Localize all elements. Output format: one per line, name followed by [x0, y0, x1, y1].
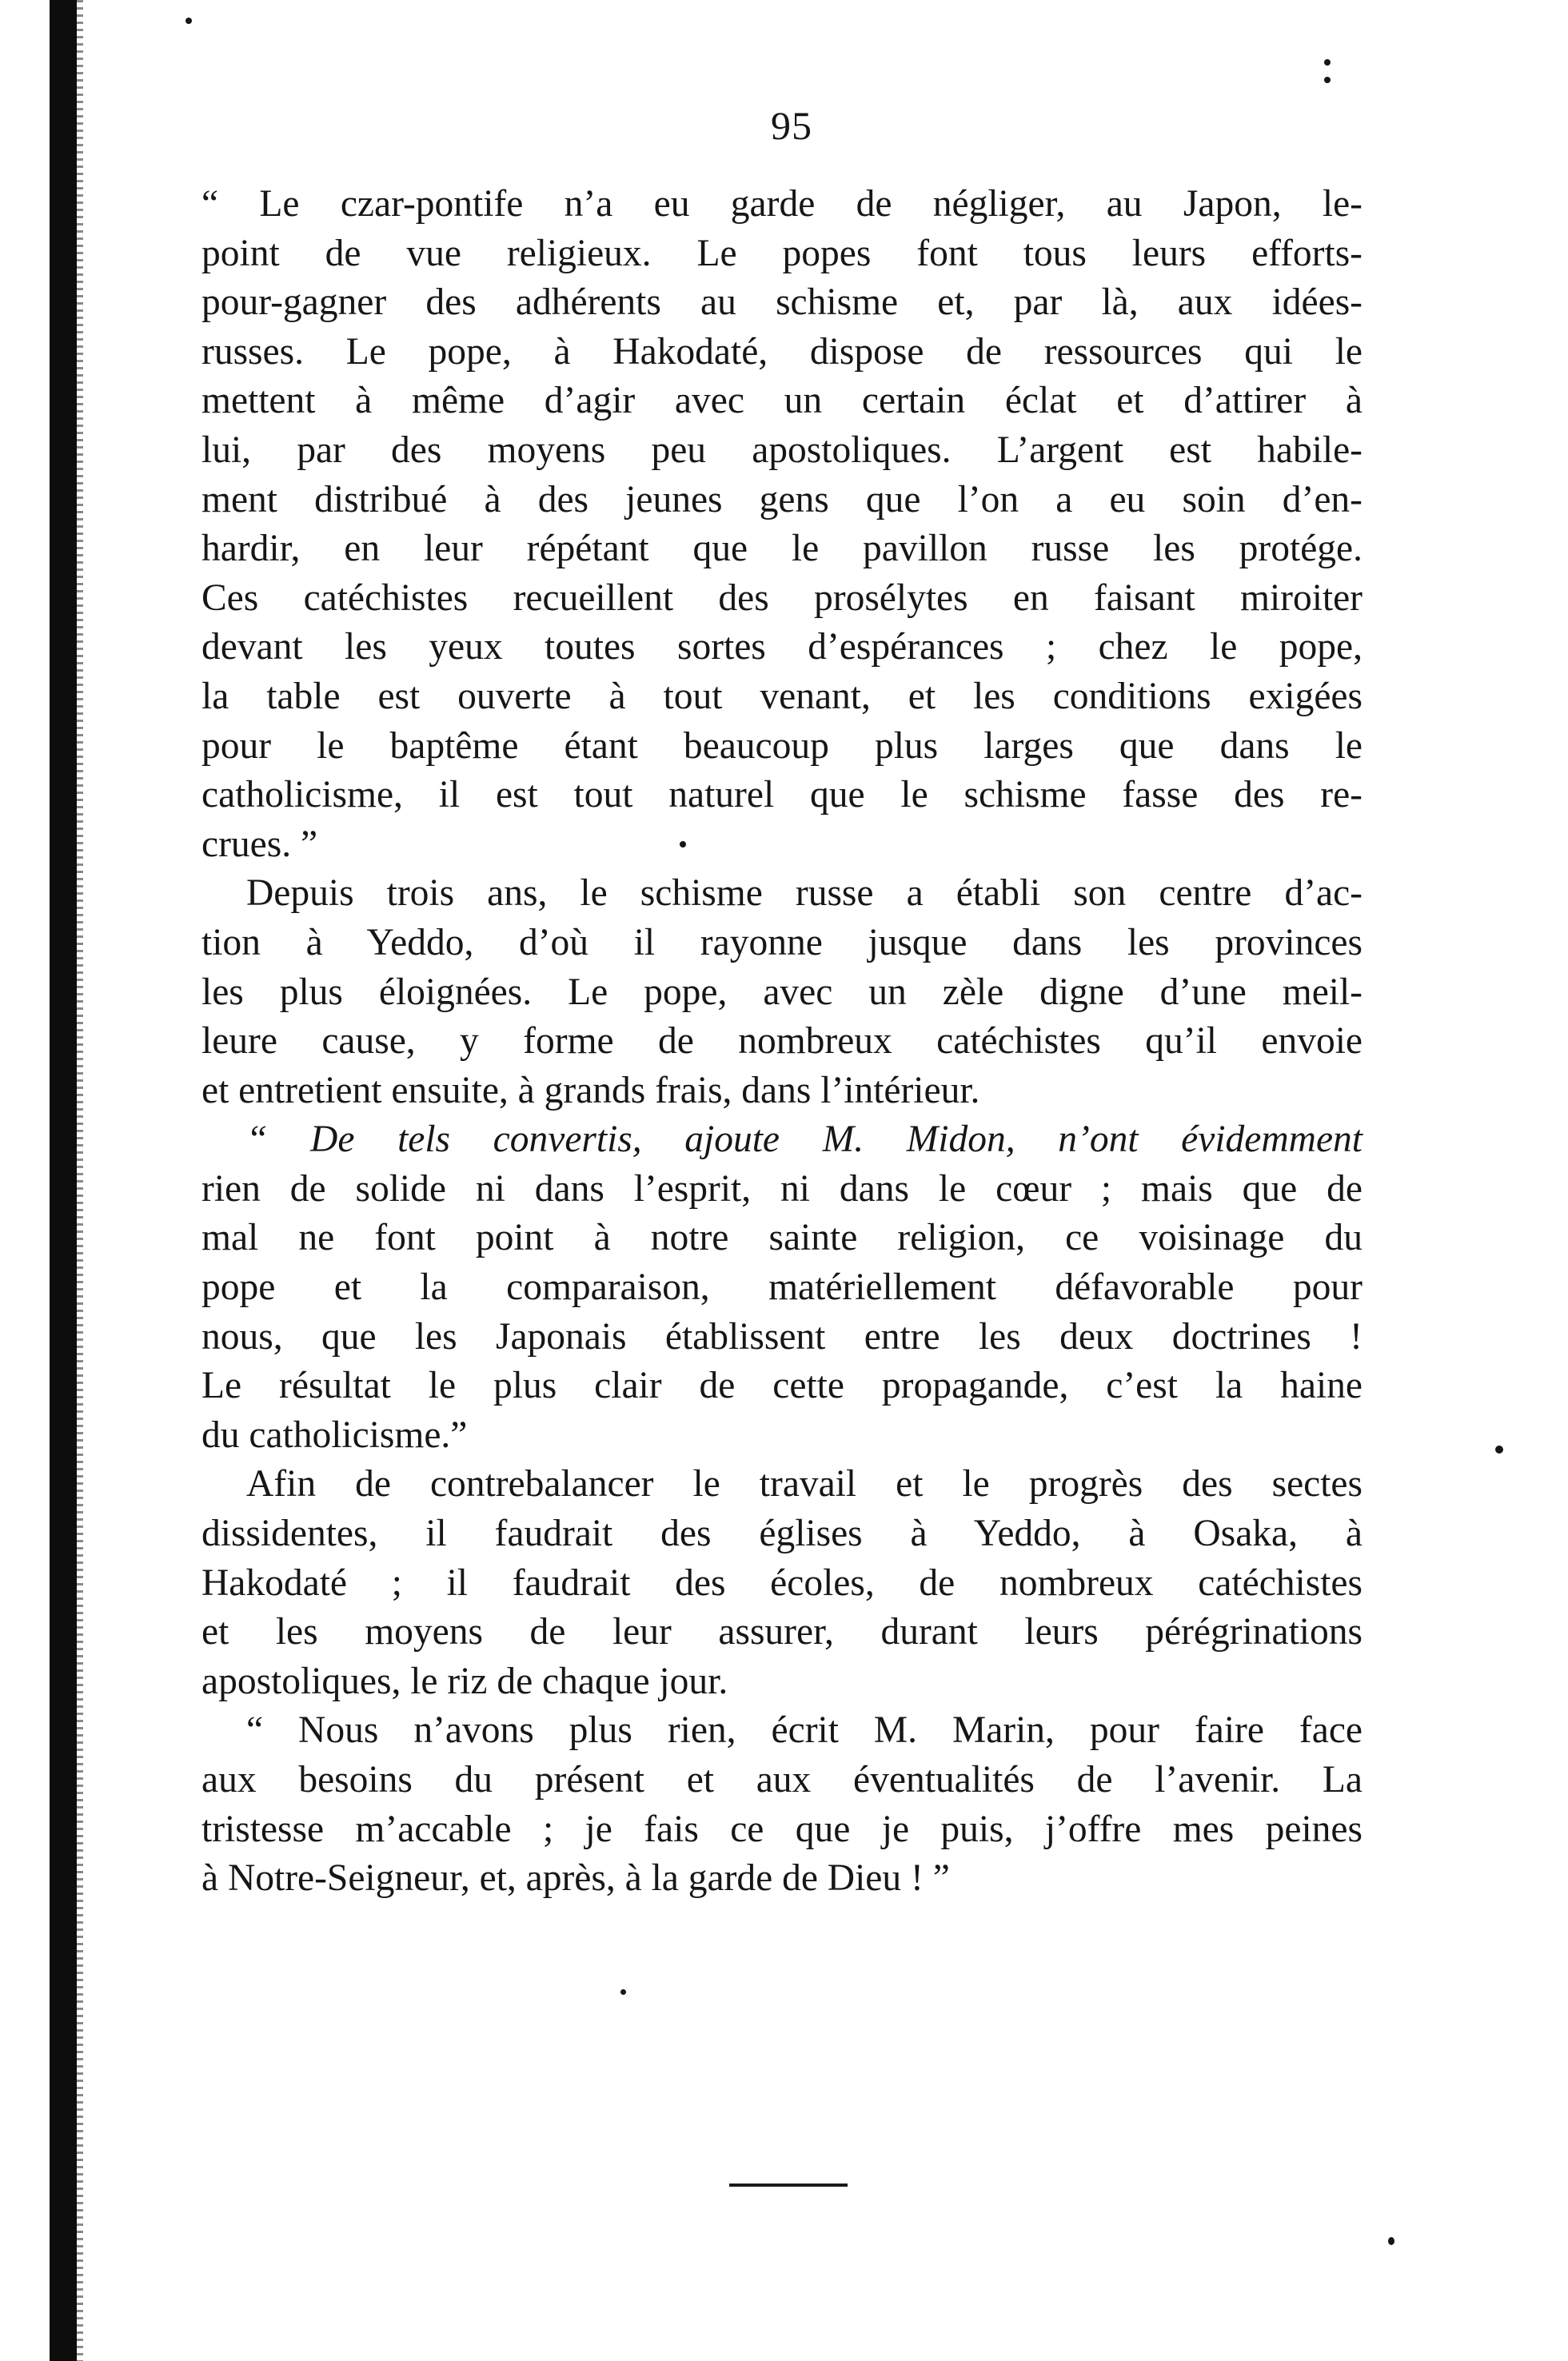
text-line: lui, par des moyens peu apostoliques. L’argent est habile- [201, 429, 1363, 471]
text-line: Afin de contrebalancer le travail et le progrès des sectes [246, 1463, 1363, 1506]
ink-speck [1324, 59, 1331, 66]
text-line: pope et la comparaison, matériellement défavorable pour [201, 1266, 1363, 1309]
text-line: pour-gagner des adhérents au schisme et, par là, aux idées- [201, 281, 1363, 324]
text-line: crues. ” [201, 823, 318, 865]
text-line: du catholicisme.” [201, 1414, 468, 1456]
text-line: hardir, en leur répétant que le pavillon russe les protége. [201, 528, 1363, 570]
text-line: ment distribué à des jeunes gens que l’on a eu soin d’en- [201, 478, 1363, 520]
end-rule [729, 2184, 848, 2187]
book-binding-edge [50, 0, 77, 2361]
text-line: nous, que les Japonais établissent entre les deux doctrines ! [201, 1315, 1363, 1358]
body-text [201, 180, 1363, 1904]
ink-speck [1324, 77, 1331, 83]
text-line: Ces catéchistes recueillent des prosélytes en faisant miroiter [201, 576, 1363, 619]
text-line: “ Nous n’avons plus rien, écrit M. Marin, pour faire face [246, 1709, 1363, 1752]
ink-speck [1388, 2237, 1394, 2245]
text-line: “ De tels convertis, ajoute M. Midon, n’ont évidemment [246, 1119, 1363, 1161]
ink-speck [1495, 1446, 1503, 1454]
text-line: catholicisme, il est tout naturel que le schisme fasse des re- [201, 774, 1363, 816]
text-line: tristesse m’accable ; je fais ce que je puis, j’offre mes peines [201, 1808, 1363, 1850]
text-line: Le résultat le plus clair de cette propagande, c’est la haine [201, 1365, 1363, 1407]
text-line: la table est ouverte à tout venant, et les conditions exigées [201, 675, 1363, 717]
text-line: Hakodaté ; il faudrait des écoles, de nombreux catéchistes [201, 1561, 1363, 1604]
text-line: mal ne font point à notre sainte religion, ce voisinage du [201, 1217, 1363, 1259]
text-line: pour le baptême étant beaucoup plus larges que dans le [201, 724, 1363, 767]
text-line: rien de solide ni dans l’esprit, ni dans le cœur ; mais que de [201, 1167, 1363, 1210]
ink-speck [620, 1989, 626, 1995]
text-line: à Notre-Seigneur, et, après, à la garde de Dieu ! ” [201, 1857, 950, 1900]
text-line: Depuis trois ans, le schisme russe a établi son centre d’ac- [246, 872, 1363, 915]
text-line: et entretient ensuite, à grands frais, dans l’intérieur. [201, 1069, 980, 1111]
text-line: leure cause, y forme de nombreux catéchistes qu’il envoie [201, 1020, 1363, 1063]
text-line: les plus éloignées. Le pope, avec un zèle digne d’une meil- [201, 971, 1363, 1013]
text-line: apostoliques, le riz de chaque jour. [201, 1660, 728, 1702]
text-line: russes. Le pope, à Hakodaté, dispose de ressources qui le [201, 330, 1363, 373]
text-line: aux besoins du présent et aux éventualités de l’avenir. La [201, 1759, 1363, 1801]
page-number: 95 [771, 103, 812, 148]
ink-speck [186, 18, 192, 24]
text-line: devant les yeux toutes sortes d’espérances ; chez le pope, [201, 626, 1363, 668]
text-line: mettent à même d’agir avec un certain éclat et d’attirer à [201, 380, 1363, 422]
text-line: dissidentes, il faudrait des églises à Yeddo, à Osaka, à [201, 1513, 1363, 1555]
text-line: tion à Yeddo, d’où il rayonne jusque dans les provinces [201, 921, 1363, 963]
text-line: et les moyens de leur assurer, durant leurs pérégrinations [201, 1611, 1363, 1653]
text-line: point de vue religieux. Le popes font tous leurs efforts- [201, 232, 1363, 274]
text-line: “ Le czar-pontife n’a eu garde de négliger, au Japon, le- [201, 183, 1363, 225]
